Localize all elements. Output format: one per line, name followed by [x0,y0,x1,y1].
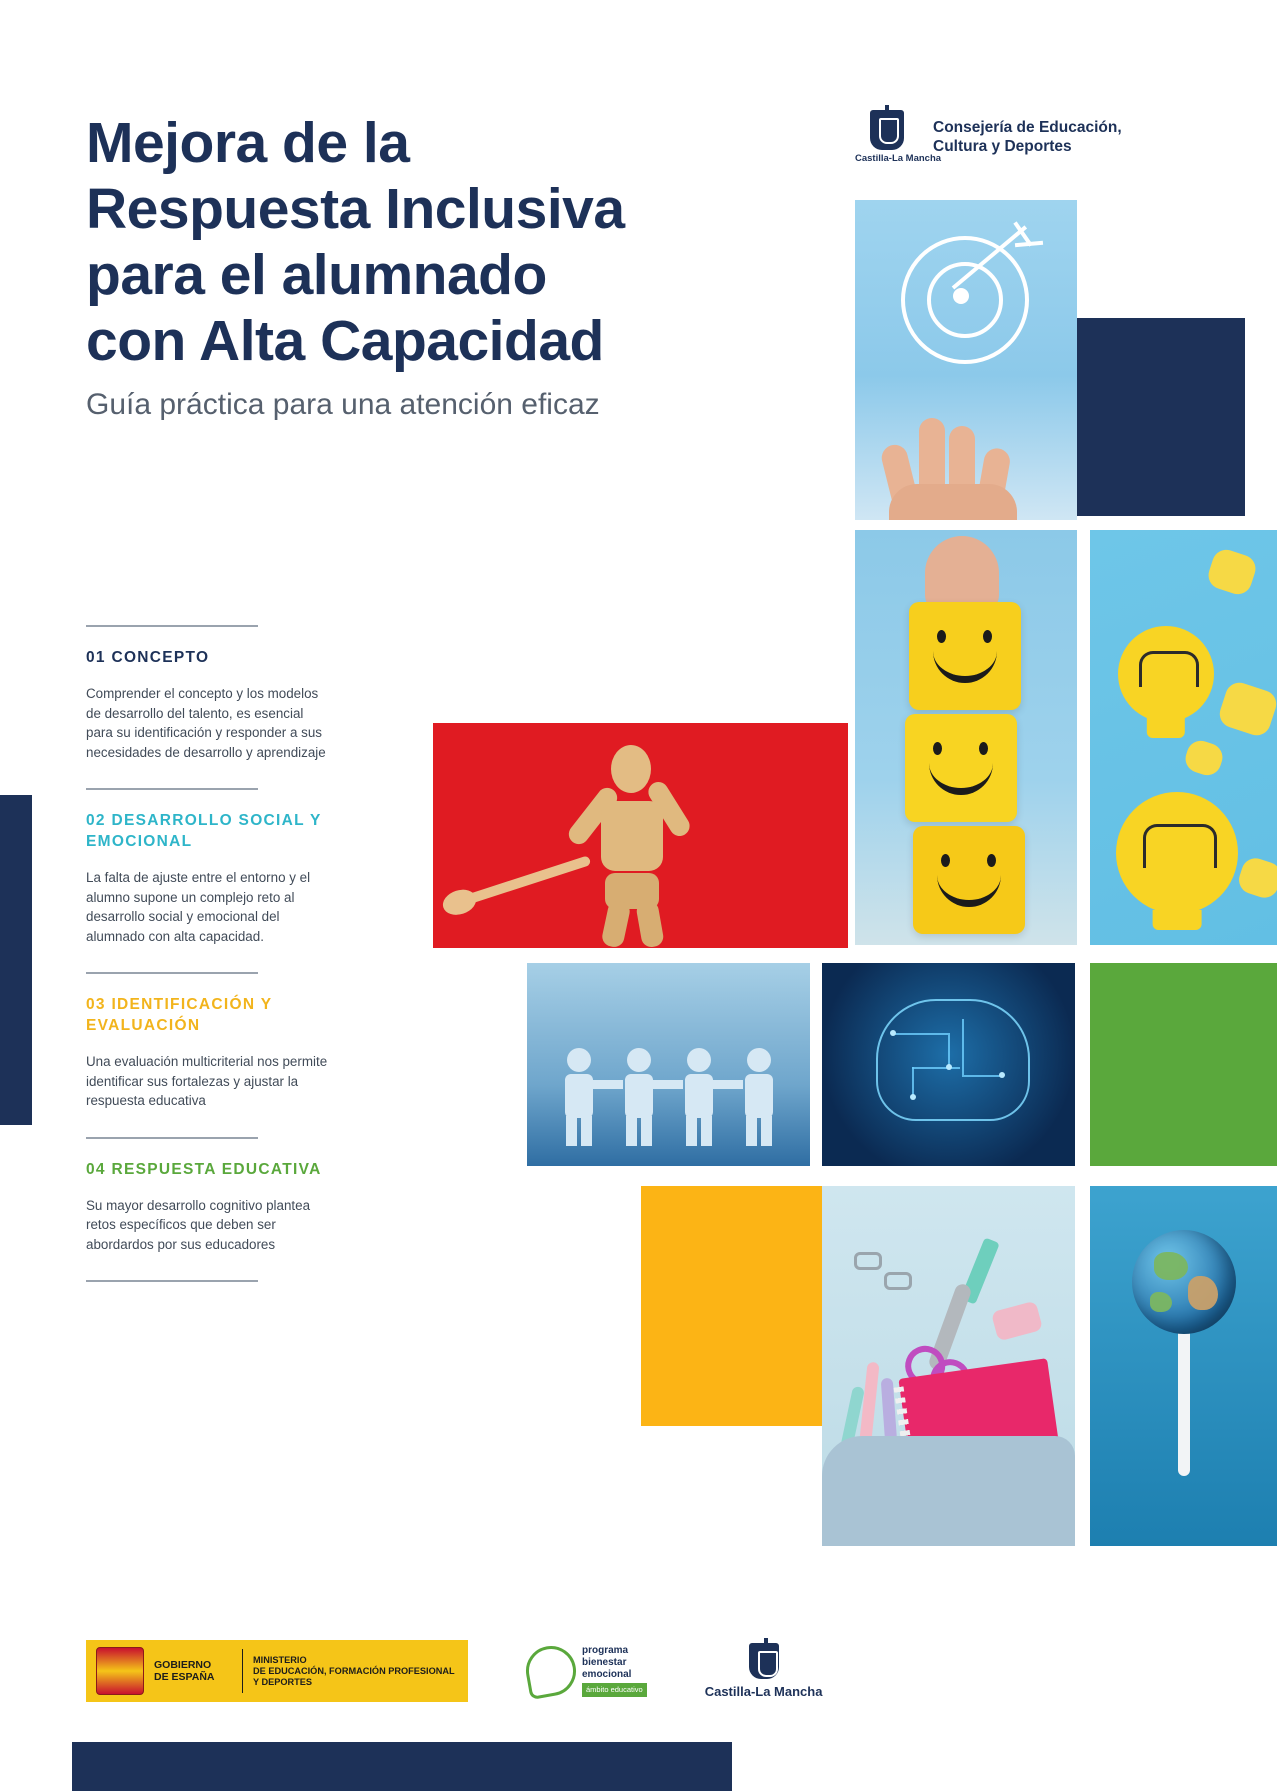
jccm-label: Castilla-La Mancha [704,1684,823,1699]
title-line-3: para el alumnado [86,243,547,307]
image-hand-target-arrow [855,200,1077,520]
jccm-footer-logo [705,1643,823,1699]
paper-person [739,1048,779,1144]
castilla-la-mancha-emblem [855,110,942,164]
image-circuit-brain [822,963,1075,1166]
programa-bienestar-emocional-logo [526,1645,647,1697]
index-body-02: La falta de ajuste entre el entorno y el alumno supone un complejo reto al desarrollo social y emocional del alumnado con alta capacidad. [86,870,311,944]
index-body-04: Su mayor desarrollo cognitivo plantea retos específicos que deben ser abordardos por sus educadores [86,1197,311,1252]
programa-label [582,1645,647,1697]
index-body-03: Una evaluación multicriterial nos permite identificar sus fortalezas y ajustar la respuesta educativa [86,1054,328,1108]
smiley-cube [909,602,1021,710]
castle-shield-icon [749,1643,779,1679]
image-lightbulbs-ideas [1090,530,1277,945]
brain-outline-icon [876,999,1030,1121]
divider [86,972,258,974]
divider [242,1649,243,1693]
page-title [86,110,806,374]
circuit-node [890,1030,896,1036]
arrow-icon [953,224,1053,324]
image-smiley-cubes [855,530,1077,945]
gobierno-de-espana-logo [86,1640,468,1702]
crumpled-paper [1216,679,1277,739]
paper-person [559,1048,599,1144]
spoon-prop [465,855,592,905]
decorative-green-square [1090,963,1277,1166]
footer-logos [86,1640,826,1702]
gobierno-line-2: DE ESPAÑA [154,1671,215,1683]
circuit-trace [892,1033,948,1035]
programa-line-3: emocional [582,1669,632,1680]
institution-line-2: Cultura y Deportes [933,138,1072,155]
thumb-illustration [925,536,999,612]
emblem-label: Castilla-La Mancha [855,153,942,164]
image-globe-lollipop [1090,1186,1277,1546]
lightbulb-icon [1118,626,1214,722]
crumpled-paper [1235,855,1277,902]
index-item-04 [86,1137,346,1283]
title-line-4: con Alta Capacidad [86,309,604,373]
ministry-line-1: MINISTERIO [253,1654,307,1665]
page-title-block [86,110,806,424]
gobierno-line-1: GOBIERNO [154,1659,212,1671]
smiley-cube [913,826,1025,934]
denim-cloth [822,1436,1075,1546]
scissors-icon [927,1282,973,1372]
ministry-line-2: DE EDUCACIÓN, FORMACIÓN PROFESIONAL [253,1665,455,1676]
index-heading-02: 02 DESARROLLO SOCIAL Y EMOCIONAL [86,812,322,850]
mannequin-head [611,745,651,793]
image-wooden-mannequin [433,723,848,948]
castle-shield-icon [870,110,904,150]
lightbulb-icon [1116,792,1238,914]
circuit-trace [962,1019,964,1075]
gobierno-label [154,1659,232,1683]
programa-line-1: programa [582,1645,629,1656]
paper-clip-icon [854,1252,882,1270]
image-paper-people-chain [527,963,810,1166]
contents-index [86,625,346,1308]
ministry-label [253,1655,458,1688]
institution-line-1: Consejería de Educación, [933,119,1122,136]
index-heading-03: 03 IDENTIFICACIÓN Y EVALUACIÓN [86,996,273,1034]
circuit-node [910,1094,916,1100]
page-subtitle: Guía práctica para una atención eficaz [86,388,600,421]
title-line-1: Mejora de la [86,111,410,175]
circuit-trace [912,1067,914,1097]
circuit-trace [948,1033,950,1067]
index-heading-04: 04 RESPUESTA EDUCATIVA [86,1160,322,1178]
circuit-node [946,1064,952,1070]
mannequin-body [601,801,663,871]
index-item-02 [86,788,346,946]
smiley-cube [905,714,1017,822]
index-item-03 [86,972,346,1111]
circuit-node [999,1072,1005,1078]
circuit-trace [962,1075,1002,1077]
image-desk-supplies [822,1186,1075,1546]
divider [86,1137,258,1139]
spain-coat-of-arms-icon [96,1647,144,1695]
divider [86,1280,258,1282]
washi-tape [991,1301,1043,1342]
crumpled-paper [1205,546,1259,598]
programa-line-2: bienestar [582,1657,627,1668]
title-line-2: Respuesta Inclusiva [86,177,625,241]
globe-icon [1132,1230,1236,1334]
paper-clip-icon [884,1272,912,1290]
lollipop-stick [1178,1326,1190,1476]
decorative-yellow-square [641,1186,835,1426]
mannequin-leg [600,899,631,948]
header-institution-logo [855,110,1122,164]
index-body-01: Comprender el concepto y los modelos de desarrollo del talento, es esencial para su identificación y responder a sus necesidades de desarrollo y aprendizaje [86,686,326,760]
hand-illustration [883,380,1031,520]
institution-name [933,118,1122,156]
crumpled-paper [1182,737,1226,779]
ministry-line-3: Y DEPORTES [253,1676,313,1687]
decorative-navy-bar-bottom [72,1742,732,1791]
decorative-navy-square [1073,318,1245,516]
divider [86,625,258,627]
heart-icon [522,1642,580,1700]
programa-tag: ámbito educativo [582,1683,647,1697]
mannequin-leg [635,899,665,948]
circuit-trace [912,1067,960,1069]
decorative-navy-bar-left [0,795,32,1125]
index-heading-01: 01 CONCEPTO [86,649,210,666]
divider [86,788,258,790]
paper-person [679,1048,719,1144]
index-item-01 [86,625,346,762]
paper-person [619,1048,659,1144]
